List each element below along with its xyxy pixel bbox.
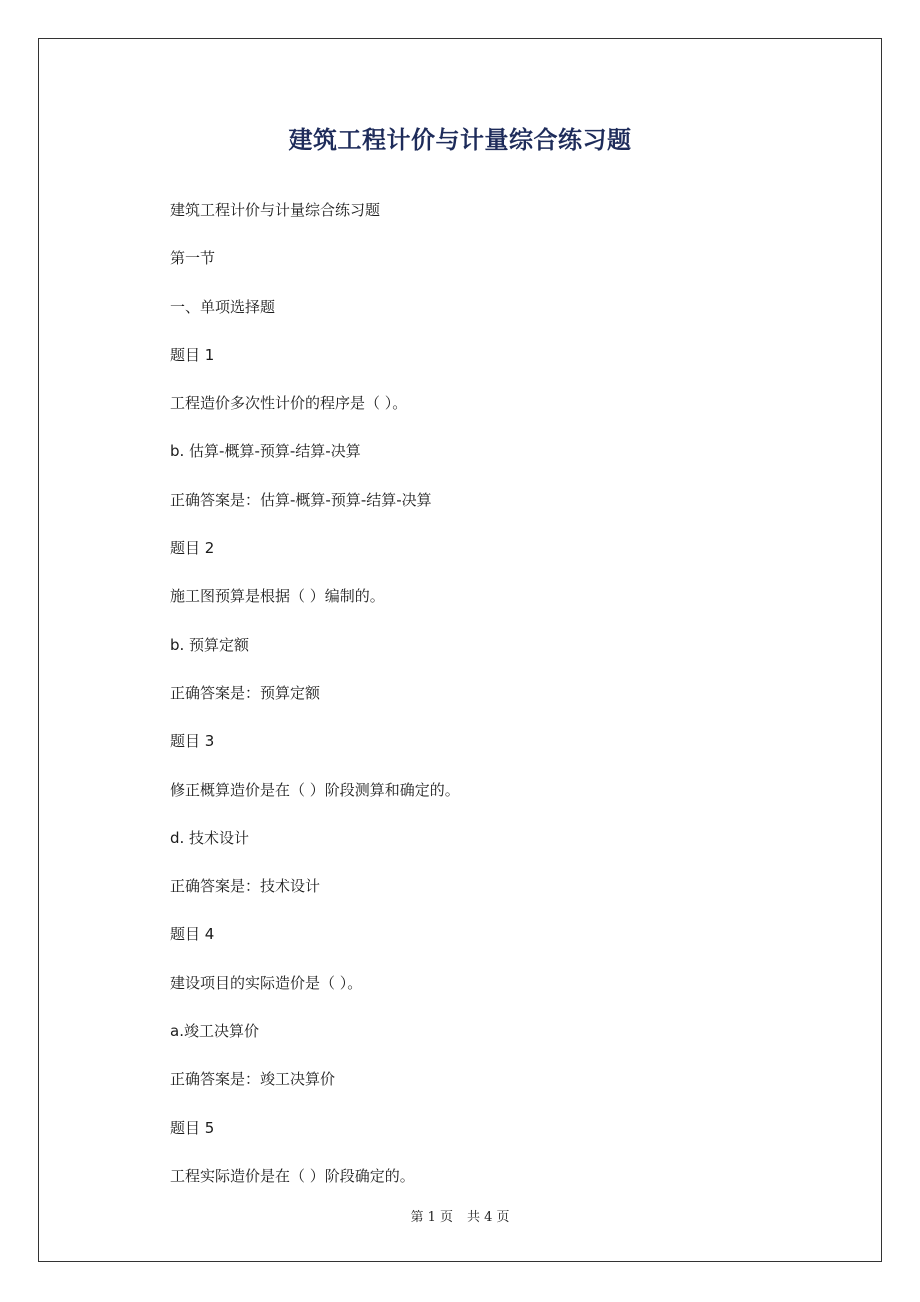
question-text: 工程实际造价是在（ ）阶段确定的。: [170, 1166, 415, 1185]
question-number: 题目 5: [170, 1118, 215, 1137]
question-number: 题目 1: [170, 345, 215, 364]
section-heading: 第一节: [170, 249, 216, 268]
question-option: a.竣工决算价: [170, 1022, 259, 1041]
body-line: 建筑工程计价与计量综合练习题: [170, 201, 381, 219]
question-type-heading: 一、单项选择题: [170, 297, 276, 316]
page-total: 共 4 页: [467, 1210, 510, 1225]
correct-answer: 正确答案是：竣工决算价: [170, 1070, 336, 1089]
page-footer: [0, 1206, 920, 1225]
question-option: b. 估算-概算-预算-结算-决算: [170, 442, 361, 461]
question-number: 题目 2: [170, 539, 215, 558]
correct-answer: 正确答案是：估算-概算-预算-结算-决算: [170, 490, 432, 509]
question-text: 施工图预算是根据（ ）编制的。: [170, 587, 385, 606]
document-title: 建筑工程计价与计量综合练习题: [288, 126, 632, 154]
question-text: 建设项目的实际造价是（ ）。: [170, 973, 363, 992]
question-option: d. 技术设计: [170, 828, 250, 847]
question-number: 题目 4: [170, 925, 215, 944]
question-number: 题目 3: [170, 732, 215, 751]
correct-answer: 正确答案是：技术设计: [170, 877, 321, 896]
question-option: b. 预算定额: [170, 635, 250, 654]
page-current: 第 1 页: [410, 1210, 453, 1225]
question-text: 工程造价多次性计价的程序是（ ）。: [170, 394, 408, 413]
document-body: [170, 200, 810, 1214]
correct-answer: 正确答案是：预算定额: [170, 683, 321, 702]
question-text: 修正概算造价是在（ ）阶段测算和确定的。: [170, 780, 460, 799]
